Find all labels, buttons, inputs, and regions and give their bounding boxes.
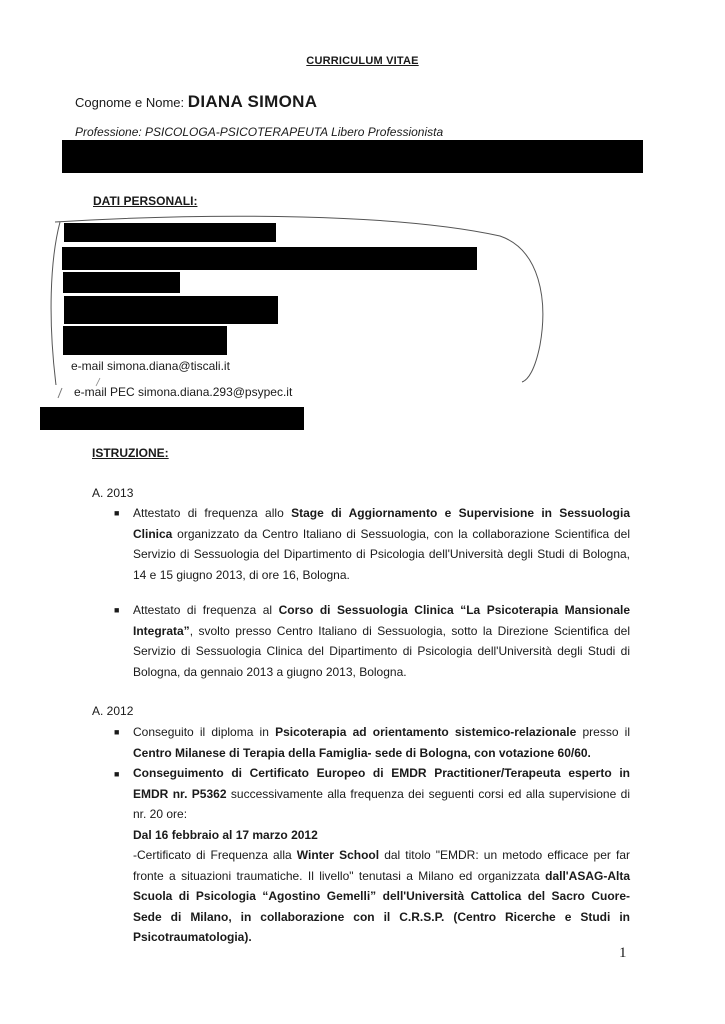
page-number: 1 <box>619 945 627 961</box>
redaction-bar <box>40 407 304 430</box>
bullet: ■ <box>114 727 120 737</box>
year-2013: A. 2013 <box>92 486 134 500</box>
name-label: Cognome e Nome: <box>75 95 185 110</box>
redaction-bar <box>63 326 227 355</box>
emdr-dates: Dal 16 febbraio al 17 marzo 2012 <box>133 827 318 842</box>
redaction-bar <box>62 247 477 270</box>
list-item-2013-stage: Attestato di frequenza allo Stage di Aggiornamento e Supervisione in Sessuologia Clinica organizzato da Centro Italiano di Sessuologia, con la collaborazione Scientifica del Servizio di Sessuologia del Dipartimento di Psicologia dell'Università degli Studi di Bologna, 14 e 15 giugno 2013, di ore 16, Bologna. <box>133 506 630 582</box>
name-value: DIANA SIMONA <box>187 92 318 111</box>
education-heading: ISTRUZIONE: <box>92 446 169 460</box>
profession: Professione: PSICOLOGA-PSICOTERAPEUTA Libero Professionista <box>75 125 444 139</box>
year-2012: A. 2012 <box>92 704 134 718</box>
redaction-bar <box>64 296 278 324</box>
pec-email: e-mail PEC simona.diana.293@psypec.it <box>74 385 293 399</box>
bullet: ■ <box>114 769 120 779</box>
list-item-2012-diploma: Conseguito il diploma in Psicoterapia ad orientamento sistemico-relazionale presso il Centro Milanese di Terapia della Famiglia- sede di Bologna, con votazione 60/60. <box>133 725 630 760</box>
redaction-bar <box>64 223 276 242</box>
email: e-mail simona.diana@tiscali.it <box>71 359 230 373</box>
winter-school-certificate: -Certificato di Frequenza alla Winter School dal titolo "EMDR: un metodo efficace per far fronte a situazioni traumatiche. Il livello" tenutasi a Milano ed organizzata dall'ASAG-Alta Scuola di Psicologia “Agostino Gemelli” dell'Università Cattolica del Sacro Cuore- Sede di Milano, in collaborazione con il C.R.S.P. (Centro Ricerche e Studi in Psicotraumatologia). <box>133 848 630 944</box>
bullet: ■ <box>114 508 120 518</box>
document-title: CURRICULUM VITAE <box>306 55 419 67</box>
personal-data-heading: DATI PERSONALI: <box>93 194 198 208</box>
redaction-bar <box>63 272 180 293</box>
bullet: ■ <box>114 605 120 615</box>
list-item-2012-emdr: Conseguimento di Certificato Europeo di EMDR Practitioner/Terapeuta esperto in EMDR nr. P5362 successivamente alla frequenza dei seguenti corsi ed alla supervisione di nr. 20 ore: Dal 16 febbraio al 17 marzo 2012 -Certificato di Frequenza alla Winter School dal titolo "EMDR: un metodo efficace per far fronte a situazioni traumatiche. Il livello" tenutasi a Milano ed organizzata dall'ASAG-Alta Scuola di Psicologia “Agostino Gemelli” dell'Università Cattolica del Sacro Cuore- Sede di Milano, in collaborazione con il C.R.S.P. (Centro Ricerche e Studi in Psicotraumatologia). <box>133 763 630 948</box>
list-item-2013-corso: Attestato di frequenza al Corso di Sessuologia Clinica “La Psicoterapia Mansionale Integrata”, svolto presso Centro Italiano di Sessuologia, sotto la Direzione Scientifica del Servizio di Sessuologia Clinica del Dipartimento di Psicologia dell'Università degli Studi di Bologna, da gennaio 2013 a giugno 2013, Bologna. <box>133 603 631 679</box>
